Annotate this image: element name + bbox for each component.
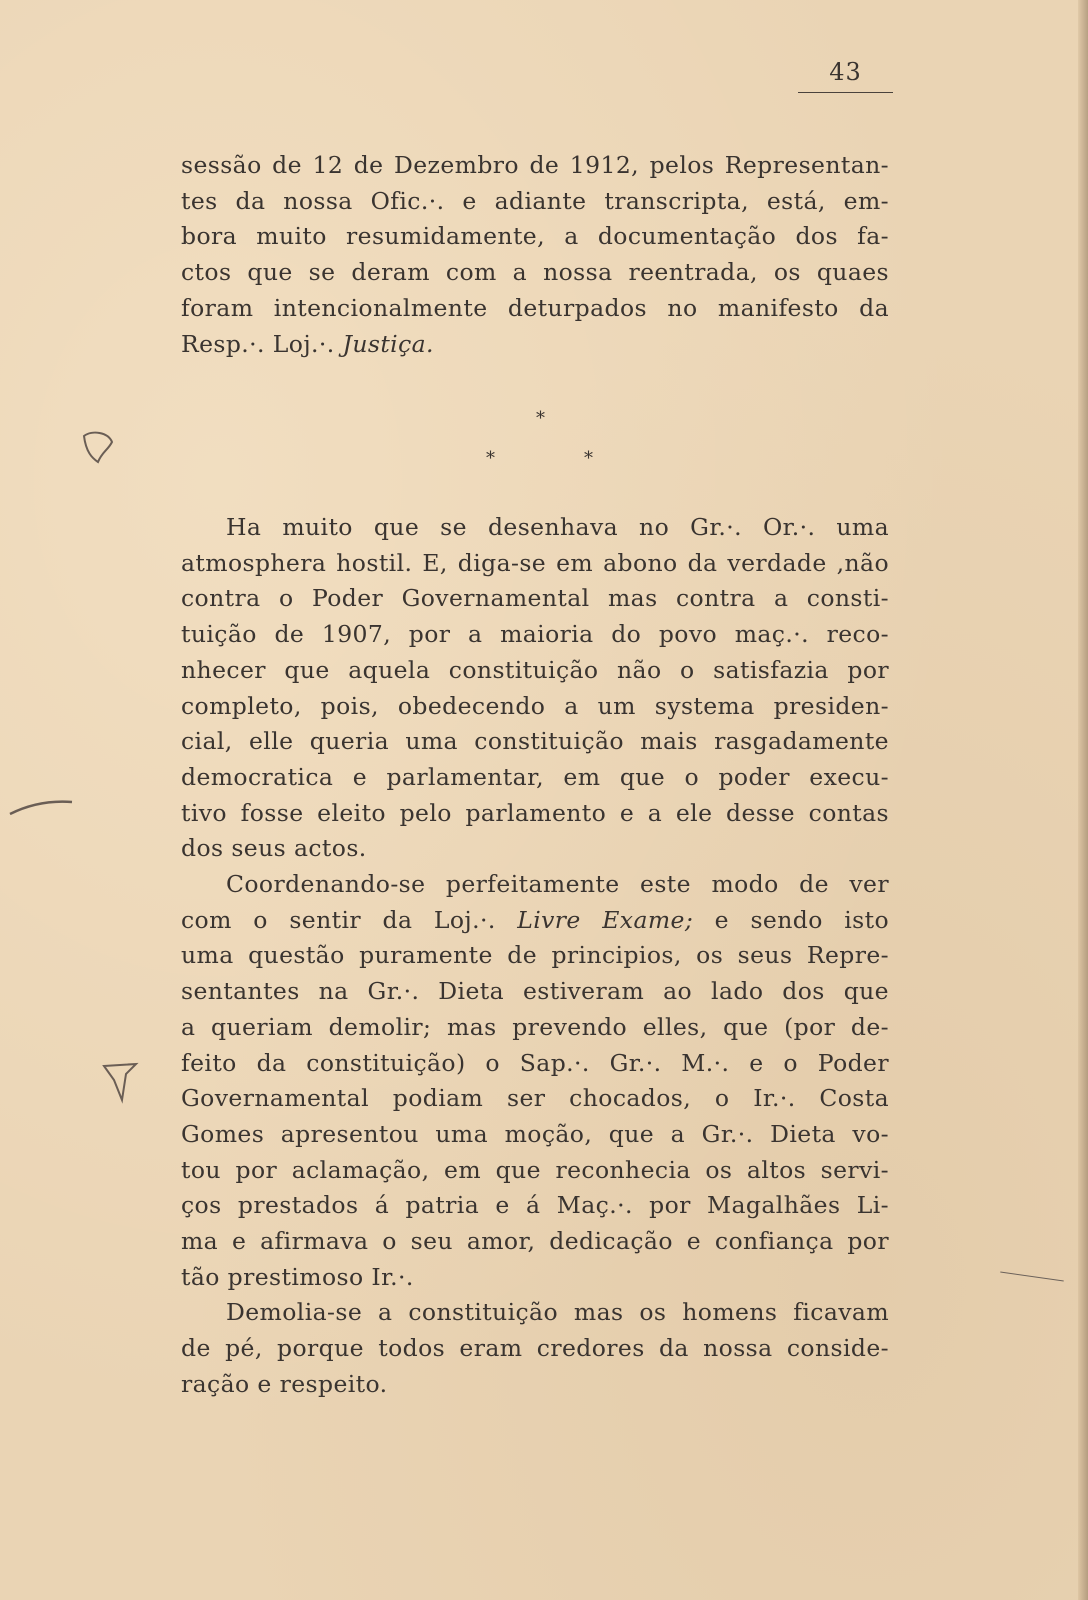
text-line: Gomes apresentou uma moção, que a Gr.·. Dieta vo- xyxy=(181,1119,889,1148)
lodge-name-italic: Justiça. xyxy=(342,329,434,358)
text-line xyxy=(181,903,889,939)
paragraph-1 xyxy=(181,148,889,362)
separator-star: * xyxy=(584,448,593,469)
page-number-rule xyxy=(798,92,893,93)
text-line: dos seus actos. xyxy=(181,834,367,863)
text-line: cial, elle queria uma constituição mais rasgadamente xyxy=(181,727,889,756)
paper-damage-mark xyxy=(6,792,76,822)
paper-mark-line xyxy=(1000,1272,1064,1282)
text-line: de pé, porque todos eram credores da nossa conside- xyxy=(181,1334,889,1363)
text-line: foram intencionalmente deturpados no manifesto da xyxy=(181,293,889,322)
separator-star: * xyxy=(536,408,545,429)
text-line: ma e afirmava o seu amor, dedicação e confiança por xyxy=(181,1227,889,1256)
text-line: Ha muito que se desenhava no Gr.·. Or.·. uma xyxy=(226,513,889,541)
text-line: ração e respeito. xyxy=(181,1369,388,1398)
text-fragment: com o sentir da Loj.·. xyxy=(181,905,518,934)
text-line: a queriam demolir; mas prevendo elles, que (por de- xyxy=(181,1012,889,1041)
page-edge-shadow xyxy=(1078,0,1088,1600)
text-line: tuição de 1907, por a maioria do povo maç.·. reco- xyxy=(181,620,889,649)
text-line: tão prestimoso Ir.·. xyxy=(181,1262,414,1291)
text-line: completo, pois, obedecendo a um systema presiden- xyxy=(181,691,889,720)
text-line: Governamental podiam ser chocados, o Ir.·. Costa xyxy=(181,1084,889,1113)
text-fragment: e sendo isto xyxy=(693,905,890,934)
text-line: contra o Poder Governamental mas contra a consti- xyxy=(181,584,889,613)
text-line: uma questão puramente de principios, os seus Repre- xyxy=(181,941,889,970)
text-line: bora muito resumidamente, a documentação dos fa- xyxy=(181,222,889,251)
text-line: ctos que se deram com a nossa reentrada, os quaes xyxy=(181,258,889,287)
text-line: sentantes na Gr.·. Dieta estiveram ao lado dos que xyxy=(181,977,889,1006)
text-line: democratica e parlamentar, em que o poder execu- xyxy=(181,762,889,791)
text-line xyxy=(181,327,889,363)
paragraph-2 xyxy=(181,510,889,1403)
text-line: tivo fosse eleito pelo parlamento e a ele desse contas xyxy=(181,798,889,827)
text-line: sessão de 12 de Dezembro de 1912, pelos Representan- xyxy=(181,151,889,179)
text-line: Demolia-se a constituição mas os homens ficavam xyxy=(226,1298,889,1327)
text-fragment: Resp.·. Loj.·. xyxy=(181,329,343,358)
page-number: 43 xyxy=(829,58,862,86)
text-line: Coordenando-se perfeitamente este modo de ver xyxy=(226,870,889,899)
text-line: atmosphera hostil. E, diga-se em abono da verdade ,não xyxy=(181,548,889,577)
text-line: nhecer que aquela constituição não o satisfazia por xyxy=(181,655,889,684)
paper-damage-mark xyxy=(78,428,118,468)
text-line: ços prestados á patria e á Maç.·. por Magalhães Li- xyxy=(181,1191,889,1220)
text-line: tou por aclamação, em que reconhecia os altos servi- xyxy=(181,1155,889,1184)
paper-damage-mark xyxy=(98,1060,142,1108)
text-line: feito da constituição) o Sap.·. Gr.·. M.·. e o Poder xyxy=(181,1048,889,1077)
separator-star: * xyxy=(486,448,495,469)
lodge-name-italic: Livre Exame; xyxy=(517,905,694,934)
text-line: tes da nossa Ofic.·. e adiante transcripta, está, em- xyxy=(181,186,889,215)
